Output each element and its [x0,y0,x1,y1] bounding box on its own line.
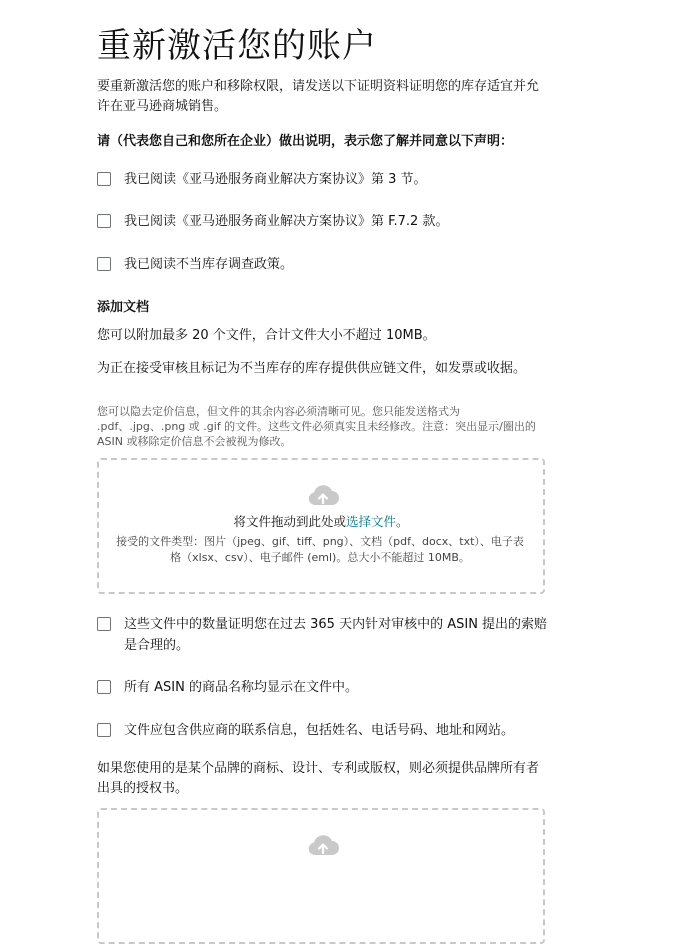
choose-file-link[interactable]: 选择文件 [345,514,396,529]
file-dropzone[interactable] [97,458,545,594]
declaration-label: 我已阅读不当库存调查政策。 [124,257,294,272]
accepted-file-types: 接受的文件类型：图片（jpeg、gif、tiff、png）、文档（pdf、docx、txt）、电子表格（xlsx、csv）、电子邮件 (eml)。总大小不能超过 10MB。 [116,535,524,564]
supply-chain-text: 为正在接受审核且标记为不当库存的库存提供供应链文件，如发票或收据。 [97,361,527,376]
cloud-upload-icon [306,833,340,857]
intro-text: 要重新激活您的账户和移除权限，请发送以下证明资料证明您的库存适宜并允许在亚马逊商城销售。 [97,79,540,114]
confirmation-checkbox-2[interactable] [97,680,111,694]
dropzone-drag-text: 将文件拖动到此处或 [233,514,346,529]
declaration-label: 我已阅读《亚马逊服务商业解决方案协议》第 F.7.2 款。 [124,214,449,229]
confirmation-label: 这些文件中的数量证明您在过去 365 天内针对审核中的 ASIN 提出的索赔是合理的。 [124,617,548,653]
declaration-label: 我已阅读《亚马逊服务商业解决方案协议》第 3 节。 [124,172,427,187]
confirmation-label: 文件应包含供应商的联系信息，包括姓名、电话号码、地址和网站。 [124,723,515,738]
declaration-row[interactable] [97,169,549,190]
dropzone-instruction [99,513,543,531]
confirmation-row[interactable] [97,720,549,741]
add-documents-heading: 添加文档 [97,300,150,315]
declaration-checkbox-3[interactable] [97,257,111,271]
statement-heading: 请（代表您自己和您所在企业）做出说明，表示您了解并同意以下声明： [97,134,514,149]
cloud-upload-icon [306,483,340,507]
dropzone-suffix: 。 [396,514,409,529]
confirmation-row[interactable] [97,677,549,698]
declaration-row[interactable] [97,211,549,232]
confirmation-checkbox-1[interactable] [97,617,111,631]
confirmation-checkbox-3[interactable] [97,723,111,737]
confirmation-label: 所有 ASIN 的商品名称均显示在文件中。 [124,680,358,695]
brand-file-dropzone[interactable] [97,808,545,944]
file-limit-text: 您可以附加最多 20 个文件，合计文件大小不超过 10MB。 [97,328,436,343]
declaration-checkbox-1[interactable] [97,172,111,186]
confirmation-row[interactable] [97,614,549,656]
document-hint: 您可以隐去定价信息，但文件的其余内容必须清晰可见。您只能发送格式为 .pdf、.jpg、.png 或 .gif 的文件。这些文件必须真实且未经修改。注意：突出显示/圈出的 ASIN 或移除定价信息不会被视为修改。 [97,405,536,448]
page-title: 重新激活您的账户 [97,26,377,66]
declaration-row[interactable] [97,254,549,275]
brand-authorization-text: 如果您使用的是某个品牌的商标、设计、专利或版权，则必须提供品牌所有者出具的授权书。 [97,761,540,796]
declaration-checkbox-2[interactable] [97,214,111,228]
